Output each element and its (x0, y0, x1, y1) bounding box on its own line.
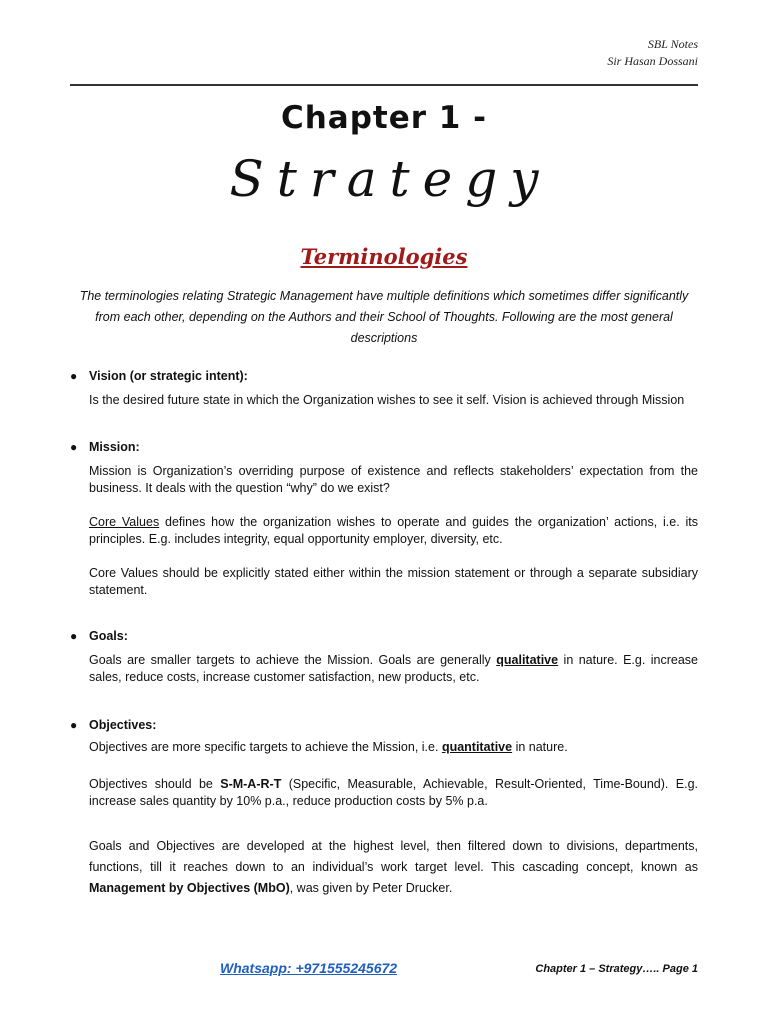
whatsapp-link[interactable]: Whatsapp: +971555245672 (220, 960, 398, 976)
bullet-icon: ● (70, 369, 78, 383)
term-text (89, 652, 698, 686)
header-notes (607, 36, 698, 70)
term-mission (70, 439, 698, 599)
mbo-text-after: , was given by Peter Drucker. (289, 881, 453, 895)
mbo-text-before: Goals and Objectives are developed at the highest level, then filtered down to divisions, departments, functions, till it reaches down to an individual’s work target level. This cascading concept, known as (89, 839, 698, 874)
bullet-icon: ● (70, 629, 78, 643)
bullet-icon: ● (70, 440, 78, 454)
objectives-text-before: Objectives are more specific targets to achieve the Mission, i.e. (89, 740, 442, 754)
strategy-title: Strategy (229, 150, 552, 208)
term-text: Is the desired future state in which the Organization wishes to see it self. Vision is achieved through Mission (89, 393, 685, 407)
smart-text-after: (Specific, Measurable, Achievable, Result-Oriented, Time-Bound). E.g. increase sales quantity by 10% p.a., reduce production costs by 5% p.a. (89, 777, 698, 808)
smart-paragraph (89, 776, 698, 810)
term-objectives (70, 717, 698, 899)
section-heading: Terminologies (300, 244, 468, 269)
header-notes-author: Sir Hasan Dossani (607, 54, 698, 68)
page-footer: Chapter 1 – Strategy….. Page 1 (535, 963, 698, 975)
intro-paragraph: The terminologies relating Strategic Management have multiple definitions which sometimes differ significantly from each other, depending on the Authors and their School of Thoughts. Following are the most general descriptions (79, 289, 689, 345)
core-values-text: defines how the organization wishes to operate and guides the organization’ actions, i.e. its principles. E.g. includes integrity, equal opportunity employer, diversity, etc. (89, 515, 699, 546)
chapter-title: Chapter 1 - (280, 100, 488, 136)
core-values-note: Core Values should be explicitly stated either within the mission statement or through a separate subsidiary statement. (89, 566, 698, 597)
core-values-paragraph (89, 514, 698, 548)
term-title: Goals: (89, 629, 128, 643)
objectives-emphasis: quantitative (441, 740, 513, 754)
objectives-text-after: in nature. (512, 740, 568, 754)
term-text (89, 739, 698, 756)
goals-text-before: Goals are smaller targets to achieve the Mission. Goals are generally (89, 653, 497, 667)
core-values-label: Core Values (89, 515, 160, 529)
bullet-icon: ● (70, 718, 78, 732)
term-vision (70, 368, 698, 409)
term-title: Mission: (89, 440, 140, 454)
term-title: Vision (or strategic intent): (89, 369, 248, 383)
header-notes-title: SBL Notes (647, 37, 698, 51)
smart-text-before: Objectives should be (89, 777, 221, 791)
header-divider (70, 84, 698, 86)
mbo-label: Management by Objectives (MbO) (89, 881, 290, 895)
term-goals (70, 628, 698, 686)
goals-emphasis: qualitative (496, 653, 559, 667)
term-text: Mission is Organization’s overriding purpose of existence and reflects stakeholders’ expectation from the business. It deals with the question “why” do we exist? (89, 464, 698, 495)
smart-label: S-M-A-R-T (220, 777, 282, 791)
content (70, 368, 698, 899)
goals-text-after: in nature. E.g. increase sales, reduce costs, increase customer satisfaction, new products, etc. (89, 653, 698, 684)
term-title: Objectives: (89, 718, 157, 732)
mbo-paragraph (89, 836, 698, 899)
